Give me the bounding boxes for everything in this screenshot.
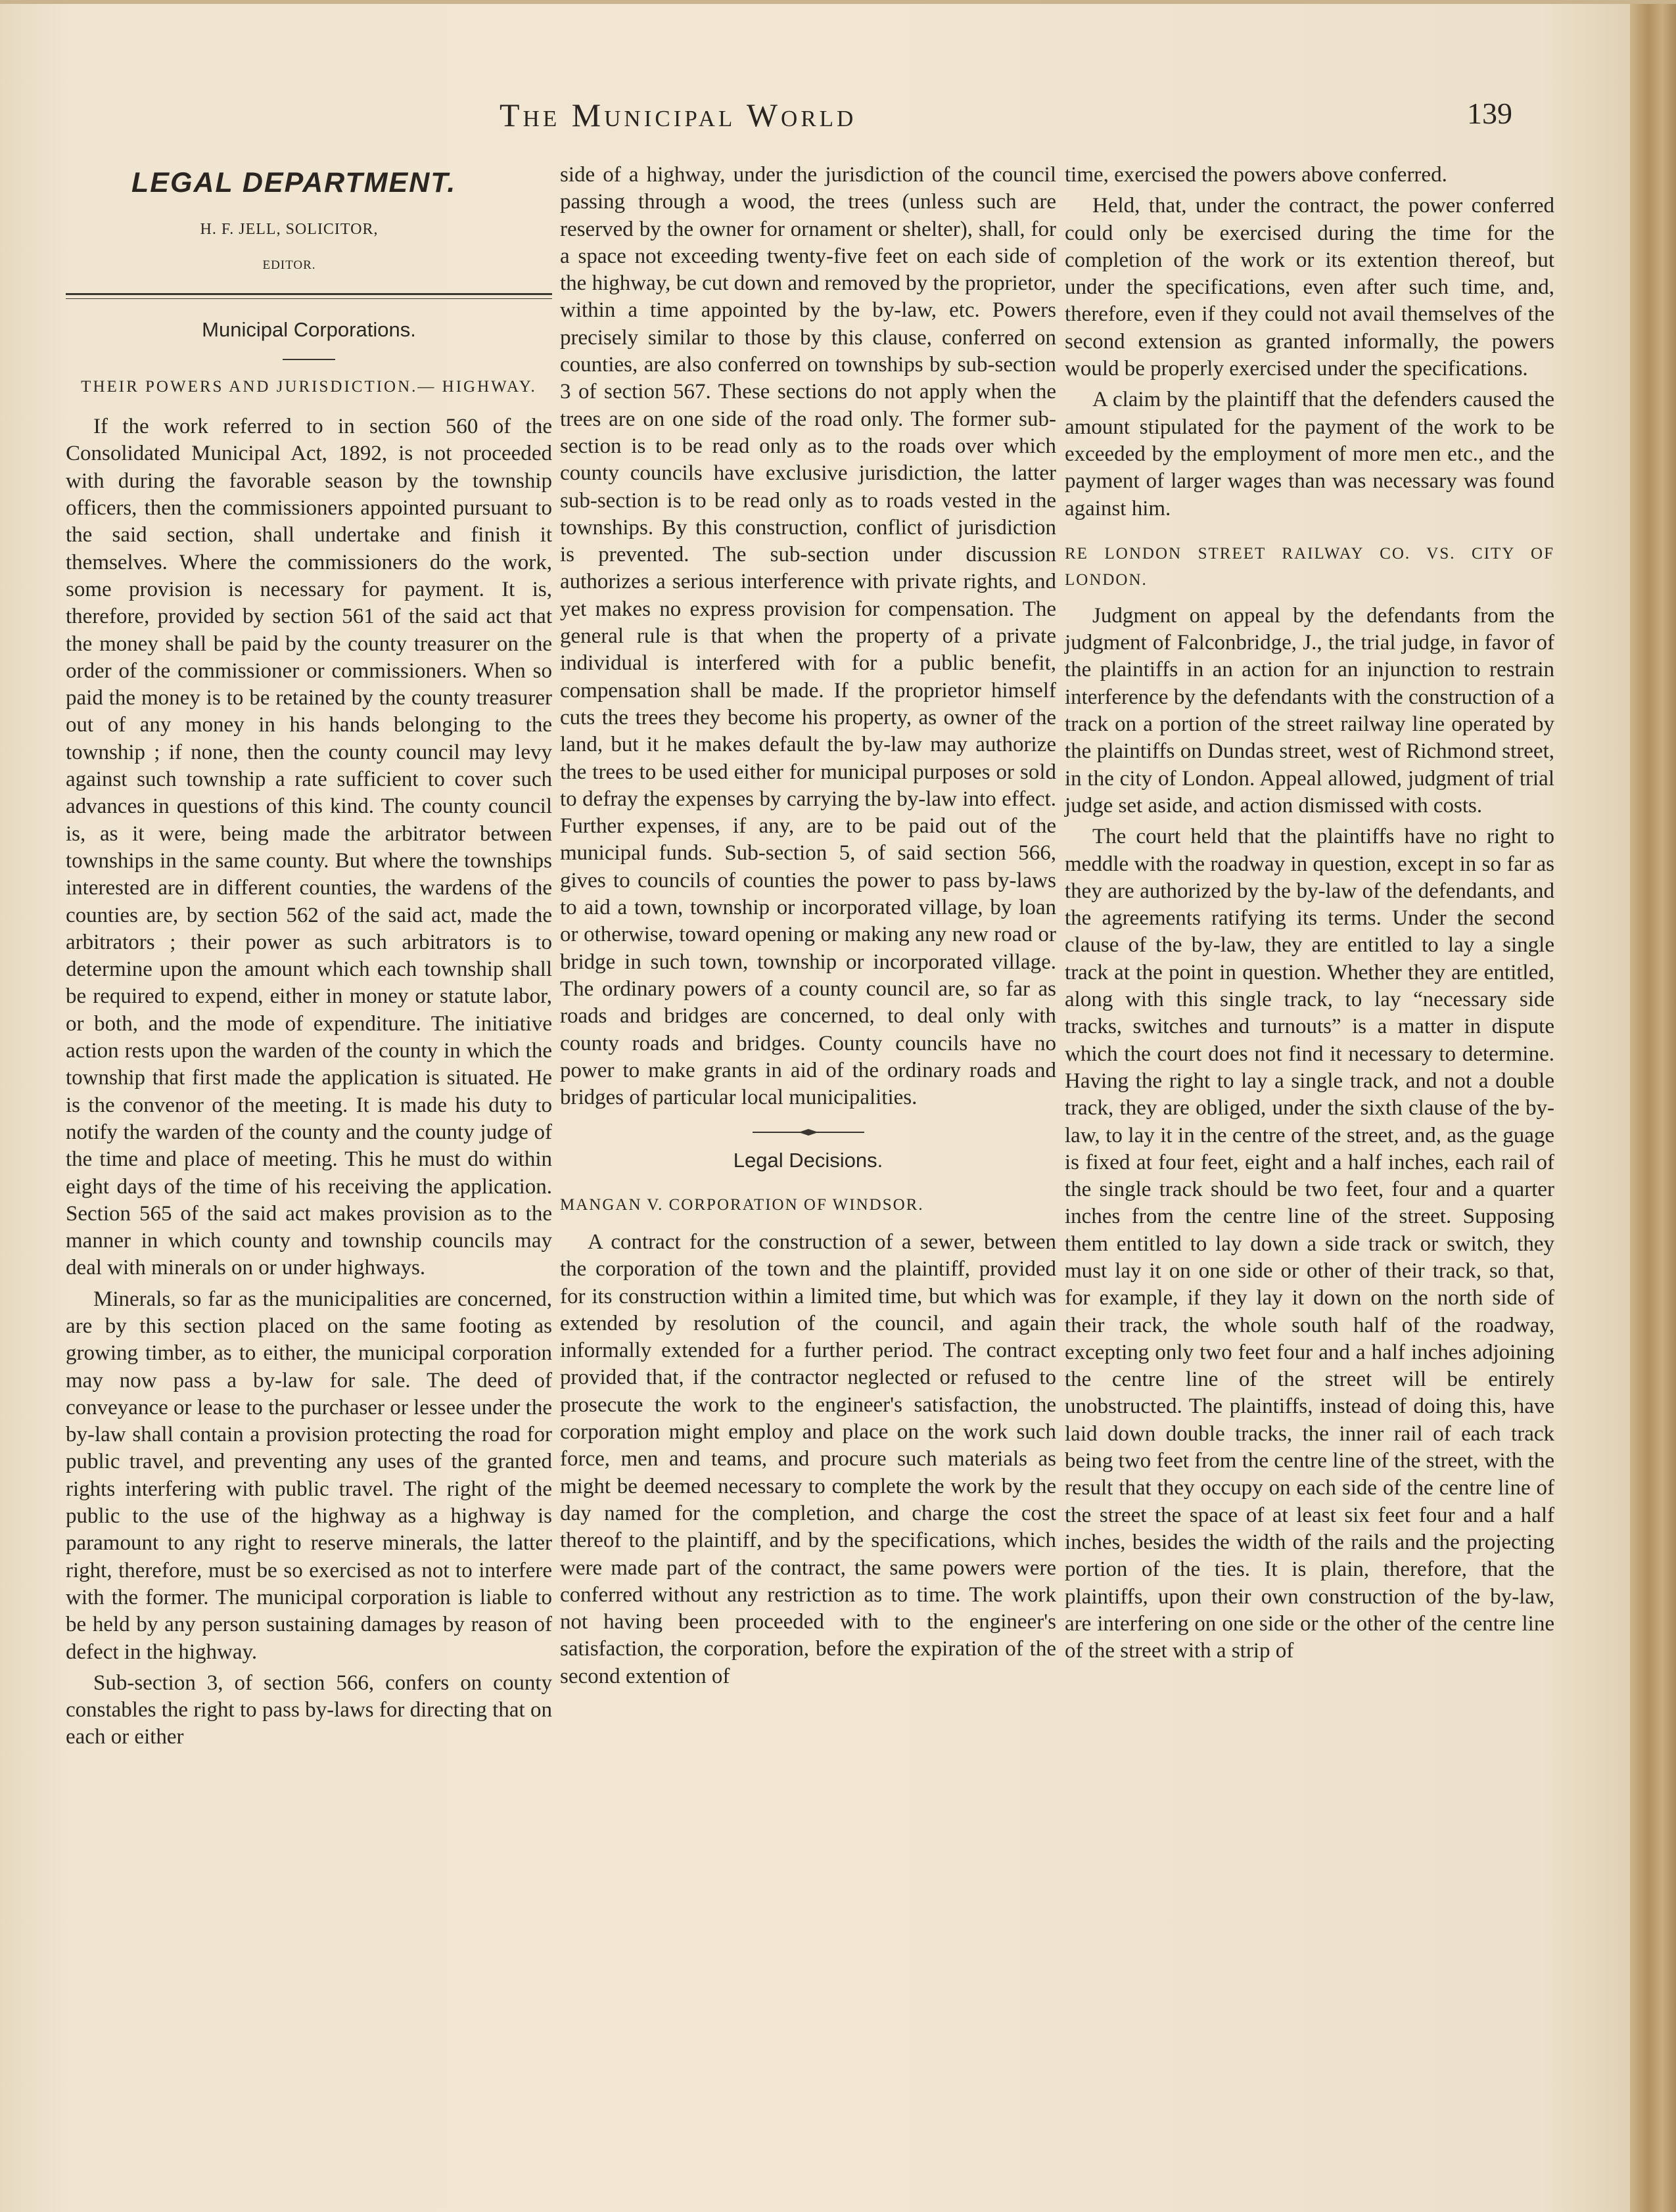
paragraph: time, exercised the powers above conferred.: [1065, 163, 1447, 187]
case-heading: MANGAN V. CORPORATION OF WINDSOR.: [560, 1195, 924, 1214]
case-heading: RE LONDON STREET RAILWAY CO. VS. CITY OF LONDON.: [1065, 544, 1554, 589]
paragraph: If the work referred to in section 560 of the Consolidated Municipal Act, 1892, is not proceeded with during the favorable season by the township officers, then the commissioners appointed pursuant to the said section, shall undertake and finish it themselves. Where the commissioners do the work, some provision is necessary for payment. It is, therefore, provided by section 561 of the said act that the money shall be paid by the county treasurer on the order of the commissioner or commissioners. When so paid the money is to be retained by the county treasurer out of any money in his hands belonging to the township ; if none, then the county council may levy against such township a rate sufficient to cover such advances in questions of this kind. The county council is, as it were, being made the arbitrator between townships in the same county. But where the townships interested are in different counties, the wardens of the counties are, by section 562 of the said act, made the arbitrators ; their power as such arbitrators is to determine upon the amount which each township shall be required to expend, either in money or statute labor, or both, and the mode of expenditure. The initiative action rests upon the warden of the county in which the township that first made the application is situated. He is the convenor of the meeting. It is made his duty to notify the warden of the county and the county judge of the time and place of meeting. This he must do within eight days of the time of his receiving the application. Section 565 of the said act makes provision as to the manner in which county and township councils may deal with minerals on or under highways.: [66, 415, 552, 1280]
double-rule: [66, 293, 552, 299]
paragraph: Held, that, under the contract, the power conferred could only be exercised during the time for the completion of the work or its extention thereof, but under the specifications, even after such time, and, therefore, even if they could not avail themselves of the second extension as granted informally, the powers would be properly exercised under the specifications.: [1065, 194, 1554, 381]
paragraph: The court held that the plaintiffs have no right to meddle with the roadway in question, except in so far as they are authorized by the by-law of the defendants, and the agreements ratifying its terms. Under the second clause of the by-law, they are entitled to lay a single track at the point in question. Whether they are entitled, along with this single track, to lay “necessary side tracks, switches and turnouts” is a matter in dispute which the court does not find it necessary to determine. Having the right to lay a single track, and not a double track, they are obliged, under the sixth clause of the by-law, to lay it in the centre of the street, and, as the guage is fixed at four feet, eight and a half inches, each rail of the single track should be two feet, four and a quarter inches from the centre line of the street. Supposing them entitled to lay down a side track or switch, they must lay it on one side or other of their track, so that, for example, if they lay it down on the north side of their track, the whole south half of the roadway, excepting only two feet four and a half inches adjoining the centre line of the street will be entirely unobstructed. The plaintiffs, instead of doing this, have laid down double tracks, the inner rail of each track being two feet from the centre line of the street, with the result that they occupy on each side of the centre line of the street the space of at least six feet four and a half inches, besides the width of the rails and the projecting portion of the ties. It is plain, therefore, that the plaintiffs, upon their own construction of the by-law, are interfering on one side or the other of the centre line of the street with a strip of: [1065, 825, 1554, 1663]
ornament-divider-icon: [560, 1128, 1056, 1136]
column-2: [560, 162, 1056, 1690]
section-heading-legal-decisions: Legal Decisions.: [733, 1149, 883, 1172]
section-heading: Municipal Corporations.: [202, 317, 416, 341]
column-3: [1065, 162, 1554, 1665]
page-number: 139: [1467, 97, 1512, 130]
column-1: [66, 162, 552, 1751]
journal-title: The Municipal World: [500, 97, 857, 133]
paragraph: A contract for the construction of a sewer, between the corporation of the town and the plaintiff, provided for its construction within a limited time, but which was extended by resolution of the council, and again informally extended for a further period. The contract provided that, if the contractor neglected or refused to prosecute the work to the engineer's satisfaction, the corporation might employ and place on the work such force, men and teams, and procure such materials as might be deemed necessary to complete the work by the day named for the completion, and charge the cost thereof to the plaintiff, and by the specifications, which were made part of the contract, the same powers were conferred without any restriction as to time. The work not having been proceeded with to the engineer's satisfaction, the corporation, before the expiration of the second extention of: [560, 1230, 1056, 1688]
paragraph: side of a highway, under the jurisdiction of the council passing through a wood, the trees (unless such are reserved by the owner for ornament or shelter), shall, for a space not exceeding twenty-five feet on each side of the highway, be cut down and removed by the proprietor, within a time appointed by the by-law, etc. Powers precisely similar to those by this clause, conferred on counties, are also conferred on townships by sub-section 3 of section 567. These sections do not apply when the trees are on one side of the road only. The former sub-section is to be read only as to the roads over which county councils have exclusive jurisdiction, the latter sub-section is to be read only as to roads vested in the townships. By this construction, conflict of jurisdiction is prevented. The sub-section under discussion authorizes a serious interference with private rights, and yet makes no express provision for compensation. The general rule is that when the property of a private individual is interfered with for a public benefit, compensation shall be made. If the proprietor himself cuts the trees they become his property, as owner of the land, but it he makes default the by-law may authorize the trees to be used either for municipal purposes or sold to defray the expenses by carrying the by-law into effect. Further expenses, if any, are to be paid out of the municipal funds. Sub-section 5, of said section 566, gives to councils of counties the power to pass by-laws to aid a town, township or incorporated village, by loan or otherwise, toward opening or making any new road or bridge in such town, township or incorporated village. The ordinary powers of a county council are, so far as roads and bridges are concerned, to deal only with county roads and bridges. County councils have no power to make grants in aid of the ordinary roads and bridges of particular local municipalities.: [560, 163, 1056, 1110]
running-head: [0, 96, 1630, 135]
short-rule: [283, 359, 335, 360]
editor-subline: EDITOR.: [262, 258, 316, 272]
section-subhead: THEIR POWERS AND JURISDICTION.— HIGHWAY.: [81, 378, 537, 396]
editor-line: H. F. JELL, SOLICITOR,: [200, 221, 379, 239]
paragraph: A claim by the plaintiff that the defenders caused the amount stipulated for the payment of the work to be exceeded by the employment of more men etc., and the payment of larger wages than was necessary was found against him.: [1065, 388, 1554, 520]
paragraph: Judgment on appeal by the defendants from the judgment of Falconbridge, J., the trial judge, in favor of the plaintiffs in an action for an injunction to restrain interference by the defendants with the construction of a track on a portion of the street railway line operated by the plaintiffs on Dundas street, west of Richmond street, in the city of London. Appeal allowed, judgment of trial judge set aside, and action dismissed with costs.: [1065, 603, 1554, 818]
department-title: LEGAL DEPARTMENT.: [131, 167, 457, 198]
book-spine-edge: [1630, 4, 1676, 2212]
paragraph: Minerals, so far as the municipalities are concerned, are by this section placed on the same footing as growing timber, as to either, the municipal corporation may now pass a by-law for sale. The deed of conveyance or lease to the purchaser or lessee under the by-law shall contain a provision protecting the road for public travel, and preventing any uses of the granted rights interfering with public travel. The right of the public to the use of the highway as a highway is paramount to any right to reserve minerals, the latter right, therefore, must be so exercised as not to interfere with the former. The municipal corporation is liable to be held by any person sustaining damages by reason of defect in the highway.: [66, 1287, 552, 1664]
paragraph: Sub-section 3, of section 566, confers on county constables the right to pass by-laws for directing that on each or either: [66, 1671, 552, 1749]
